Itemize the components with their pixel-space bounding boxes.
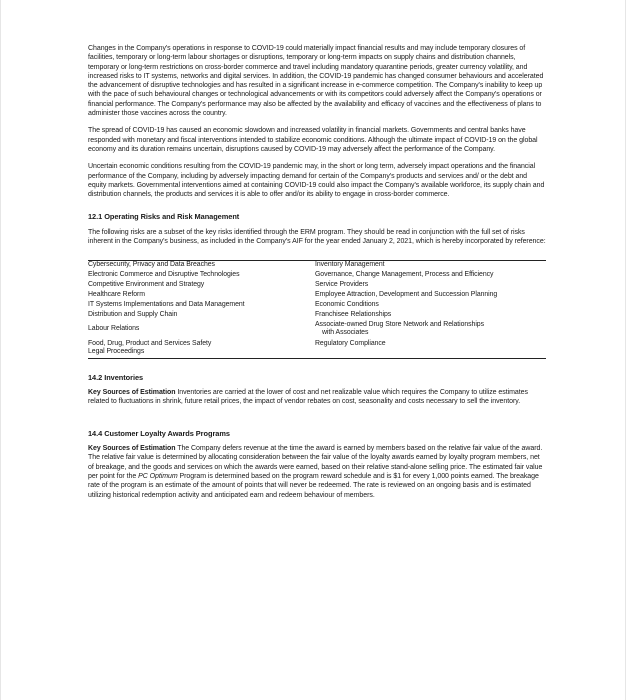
risk-item: Service Providers xyxy=(315,280,369,288)
risk-item: Labour Relations xyxy=(88,324,140,332)
risk-item: Legal Proceedings xyxy=(88,348,145,356)
risk-item: Inventory Management xyxy=(315,261,385,269)
table-row xyxy=(88,338,546,349)
section-14-4-heading: 14.4 Customer Loyalty Awards Programs xyxy=(88,428,230,438)
section-14-2-heading: 14.2 Inventories xyxy=(88,372,144,382)
risk-item: Distribution and Supply Chain xyxy=(88,310,178,318)
section-12-1-heading: 12.1 Operating Risks and Risk Management xyxy=(88,212,240,222)
risk-item: IT Systems Implementations and Data Management xyxy=(88,300,245,308)
table-row xyxy=(88,281,546,291)
table-row xyxy=(88,321,546,338)
table-row xyxy=(88,348,546,358)
section-14-2-body xyxy=(88,388,546,407)
risk-item: Employee Attraction, Development and Succession Planning xyxy=(315,290,498,298)
risk-item-continuation: with Associates xyxy=(322,329,369,337)
risk-item: Competitive Environment and Strategy xyxy=(88,280,205,288)
table-row xyxy=(88,291,546,301)
document-content xyxy=(88,44,546,508)
risk-item: Regulatory Compliance xyxy=(315,339,386,347)
risk-item-label: Associate-owned Drug Store Network and Relationships xyxy=(315,320,484,328)
program-name: PC Optimum xyxy=(138,472,178,480)
risk-table xyxy=(88,260,546,359)
risk-item: Electronic Commerce and Disruptive Technologies xyxy=(88,270,240,278)
risk-item xyxy=(315,348,546,358)
intro-paragraph-2: The spread of COVID-19 has caused an economic slowdown and increased volatility in financial markets. Governments and central banks have responded with monetary and fiscal interventions intended to stabilize economic conditions. Although the ultimate impact of COVID-19 on the global economy and its duration remains uncertain, disruptions caused by COVID-19 may adversely affect the performance of the Company. xyxy=(88,127,538,153)
intro-paragraph-3: Uncertain economic conditions resulting from the COVID-19 pandemic may, in the short or long term, adversely impact operations and the financial performance of the Company, including by adversely impacting demand for certain of the Company's products and services and/ or the debt and equity markets. Governmental interventions aimed at containing COVID-19 could also impact the Company's available workforce, its supply chain and distribution channels, the products and services it is able to offer and/or its ability to engage in cross-border commerce. xyxy=(88,163,545,199)
risk-item-multiline xyxy=(315,321,546,338)
table-row xyxy=(88,271,546,281)
risk-item: Food, Drug, Product and Services Safety xyxy=(88,339,212,347)
table-row xyxy=(88,301,546,311)
risk-item: Franchisee Relationships xyxy=(315,310,392,318)
section-14-2-text: Inventories are carried at the lower of cost and net realizable value which requires the Company to utilize estimates related to fluctuations in shrink, future retail prices, the impact of vendor rebates on cost, seasonality and costs necessary to sell the inventory. xyxy=(88,389,528,406)
section-12-1-body: The following risks are a subset of the key risks identified through the ERM program. They should be read in conjunction with the full set of risks inherent in the Company's business, as included in the Company's AIF for the year ended January 2, 2021, which is hereby incorporated by reference: xyxy=(88,228,546,246)
risk-item: Governance, Change Management, Process and Efficiency xyxy=(315,270,494,278)
section-14-4-body xyxy=(88,444,546,500)
section-14-4-text-a: The Company defers revenue at the time the award is earned by members based on the relative fair value of the award. The relative fair value is determined by allocating consideration between the fair value of the loyalty awards earned by loyalty program members, net of breakage, and the goods and services on which the awards were earned, based on their relative stand-alone selling price. The estimated fair value per point for the xyxy=(88,445,543,480)
risk-item: Cybersecurity, Privacy and Data Breaches xyxy=(88,261,215,269)
risk-item: Healthcare Reform xyxy=(88,290,145,298)
intro-paragraph-1: Changes in the Company's operations in response to COVID-19 could materially impact financial results and may include temporary closures of facilities, temporary or long-term labour shortages or disruptions, temporary or long-term impacts on supply chains and distribution channels, temporary or long-term restrictions on cross-border commerce and travel including mandatory quarantine periods, greater currency volatility, and increased risks to IT systems, networks and digital services. In addition, the COVID-19 pandemic has changed consumer behaviours and accelerated the advancement of disruptive technologies and has resulted in a significant increase in e-commerce competition. The Company's inability to keep up with the pace of such behavioural changes or technological advancements or with its competitors could adversely affect the Company's operations or financial performance. The Company's performance may also be affected by the availability and efficacy of vaccines and the effectiveness of plans to administer those vaccines across the country. xyxy=(88,45,544,118)
table-row xyxy=(88,311,546,321)
section-14-2-lead: Key Sources of Estimation xyxy=(88,389,176,397)
risk-item: Economic Conditions xyxy=(315,300,379,308)
section-14-4-text-b: Program is determined based on the program reward schedule and is $1 for every 1,000 points earned. The breakage rate of the program is an estimate of the amount of points that will never be redeemed. The rate is reviewed on an ongoing basis and is estimated utilizing historical redemption activity and anticipated earn and redeem behaviour of members. xyxy=(88,472,539,499)
table-row xyxy=(88,261,546,271)
section-14-4-lead: Key Sources of Estimation xyxy=(88,445,176,453)
